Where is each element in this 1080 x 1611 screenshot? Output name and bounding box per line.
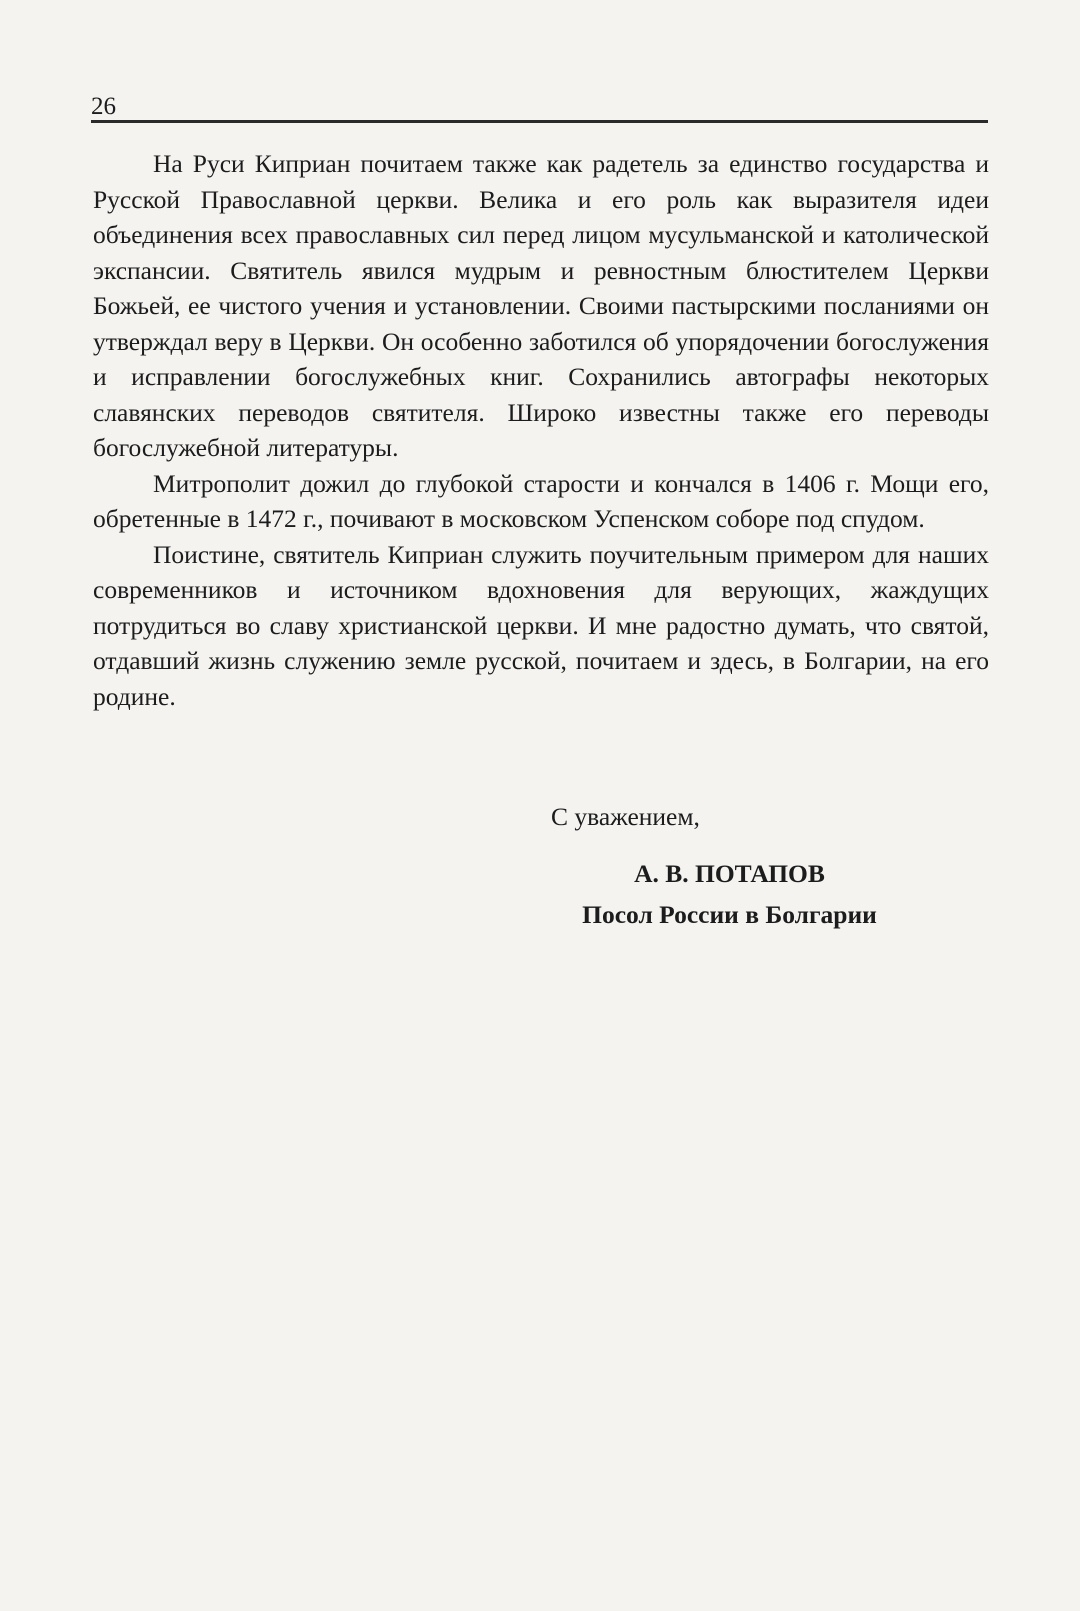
page-number: 26: [91, 93, 116, 120]
paragraph-2: Митрополит дожил до глубокой старости и кончался в 1406 г. Мощи его, обретенные в 1472 г., почивают в московском Успенском соборе под спудом.: [93, 468, 989, 533]
paragraph-3: Поистине, святитель Киприан служить поучительным примером для наших современников и источником вдохновения для верующих, жаждущих потрудиться во славу христианской церкви. И мне радостно думать, что святой, отдавший жизнь служению земле русской, почитаем и здесь, в Болгарии, на его родине.: [93, 539, 989, 711]
paragraph-1: На Руси Киприан почитаем также как радетель за единство государства и Русской Православной церкви. Велика и его роль как выразителя идеи объединения всех православных сил перед лицом мусульманской и католической экспансии. Святитель явился мудрым и ревностным блюстителем Церкви Божьей, ее чистого учения и установлении. Своими пастырскими посланиями он утверждал веру в Церкви. Он особенно заботился об упорядочении богослужения и исправлении богослужебных книг. Сохранились автографы некоторых славянских переводов святителя. Широко известны также его переводы богослужебной литературы.: [93, 149, 989, 462]
signatory-title: Посол России в Болгарии: [582, 900, 877, 929]
header-rule: [91, 120, 988, 123]
signatory-name: А. В. ПОТАПОВ: [634, 859, 825, 888]
body-text: [93, 146, 989, 714]
closing-salutation: С уважением,: [551, 802, 700, 831]
